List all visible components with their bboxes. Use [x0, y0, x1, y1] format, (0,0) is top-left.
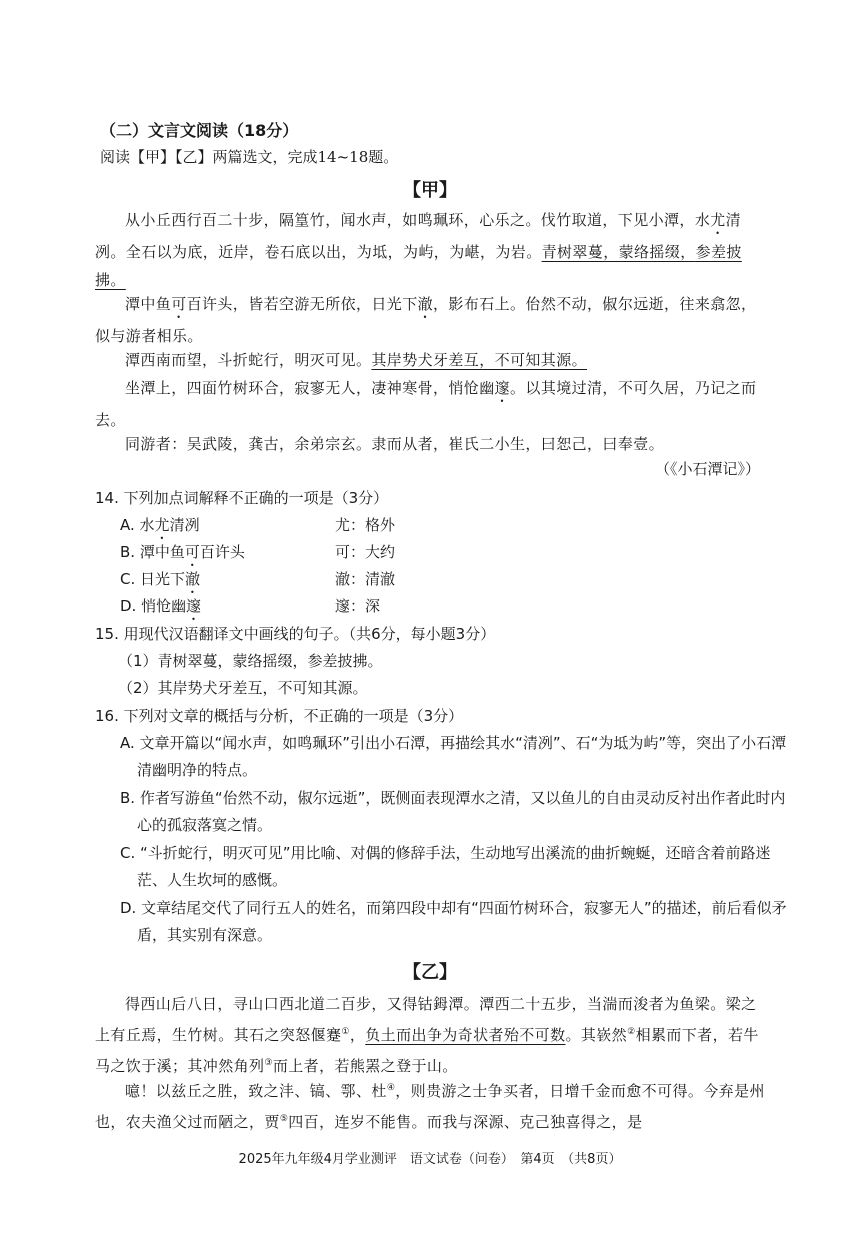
q14-option-b: B. 潭中鱼可百许头: [120, 543, 245, 561]
question-16-stem: 16. 下列对文章的概括与分析，不正确的一项是（3分）: [95, 707, 464, 725]
footnote-marker: ④: [386, 1083, 396, 1093]
footnote-marker: ③: [264, 1058, 273, 1068]
footnote-marker: ②: [627, 1027, 636, 1037]
underlined-sentence-3: 负土而出争为奇状者殆不可数: [365, 1026, 566, 1044]
passage-yi-heading: 【乙】: [403, 962, 457, 983]
q15-item-2: （2）其岸势犬牙差互，不可知其源。: [118, 679, 368, 697]
dotted-word: 邃: [494, 379, 511, 397]
jia-paragraph-3: 潭西南而望，斗折蛇行，明灭可见。其岸势犬牙差互，不可知其源。: [125, 351, 588, 369]
dotted-word: 可: [171, 295, 187, 313]
q14-option-d: D. 悄怆幽邃: [120, 597, 202, 615]
q16-option-b: B. 作者写游鱼“佁然不动，俶尔远逝”，既侧面表现潭水之清，又以鱼儿的自由灵动反衬出作者此时内心的孤寂落寞之情。: [120, 789, 786, 834]
q14-option-d-gloss: 邃：深: [335, 597, 381, 615]
dotted-word: 尤: [710, 211, 726, 229]
jia-paragraph-5: 同游者：吴武陵，龚古，余弟宗玄。隶而从者，崔氏二小生，曰恕己，曰奉壹。: [125, 435, 665, 453]
q16-option-a: A. 文章开篇以“闻水声，如鸣珮环”引出小石潭，再描绘其水“清冽”、石“为坻为屿”等，突出了小石潭清幽明净的特点。: [120, 734, 787, 779]
question-14-stem: 14. 下列加点词解释不正确的一项是（3分）: [95, 489, 389, 507]
jia-paragraph-4: 坐潭上，四面竹树环合，寂寥无人，凄神寒骨，悄怆幽邃。以其境过清，不可久居，乃记之而去。: [95, 379, 757, 429]
dotted-word: 澈: [417, 295, 434, 313]
section-title: （二）文言文阅读（18分）: [100, 121, 299, 140]
q16-option-c: C. “斗折蛇行，明灭可见”用比喻、对偶的修辞手法，生动地写出溪流的曲折蜿蜒，还暗含着前路迷茫、人生坎坷的感慨。: [120, 844, 771, 889]
jia-paragraph-2: 潭中鱼可百许头，皆若空游无所依，日光下澈，影布石上。佁然不动，俶尔远逝，往来翕忽，似与游者相乐。: [95, 295, 757, 345]
yi-paragraph-1: 得西山后八日，寻山口西北道二百步，又得钴鉧潭。潭西二十五步，当湍而浚者为鱼梁。梁之上有丘焉，生竹树。其石之突怒偃蹇①，负土而出争为奇状者殆不可数。其嵚然②相累而下者，若牛马之饮于溪；其冲然角列③而上者，若熊罴之登于山。: [95, 995, 759, 1075]
q14-option-c-gloss: 澈：清澈: [335, 570, 396, 588]
q15-item-1: （1）青树翠蔓，蒙络摇缀，参差披拂。: [118, 652, 383, 670]
q14-option-a-gloss: 尤：格外: [335, 516, 396, 534]
q14-option-a: A. 水尤清冽: [120, 516, 200, 534]
footnote-marker: ⑤: [279, 1114, 289, 1124]
yi-paragraph-2: 噫！以兹丘之胜，致之沣、镐、鄠、杜④，则贵游之士争买者，日增千金而愈不可得。今弃是州也，农夫渔父过而陋之，贾⑤四百，连岁不能售。而我与深源、克己独喜得之，是: [95, 1082, 765, 1131]
q14-option-b-gloss: 可：大约: [335, 543, 396, 561]
footnote-marker: ①: [341, 1027, 350, 1037]
underlined-sentence-2: 其岸势犬牙差互，不可知其源。: [371, 351, 588, 369]
jia-paragraph-1: 从小丘西行百二十步，隔篁竹，闻水声，如鸣珮环，心乐之。伐竹取道，下见小潭，水尤清冽。全石以为底，近岸，卷石底以出，为坻，为屿，为嵁，为岩。青树翠蔓，蒙络摇缀，参差披拂。: [95, 211, 742, 289]
page-footer: 2025年九年级4月学业测评 语文试卷（问卷） 第4页 （共8页）: [238, 1152, 622, 1167]
passage-jia-heading: 【甲】: [403, 180, 457, 201]
source-citation: （《小石潭记》）: [654, 460, 760, 478]
q16-option-d: D. 文章结尾交代了同行五人的姓名，而第四段中却有“四面竹树环合，寂寥无人”的描述，前后看似矛盾，其实别有深意。: [120, 899, 787, 944]
underlined-sentence-1: 青树翠蔓，蒙络摇缀，: [541, 243, 696, 261]
question-15-stem: 15. 用现代汉语翻译文中画线的句子。（共6分，每小题3分）: [95, 625, 496, 643]
instruction: 阅读【甲】【乙】两篇选文，完成14~18题。: [100, 148, 399, 166]
q14-option-c: C. 日光下澈: [120, 570, 201, 588]
